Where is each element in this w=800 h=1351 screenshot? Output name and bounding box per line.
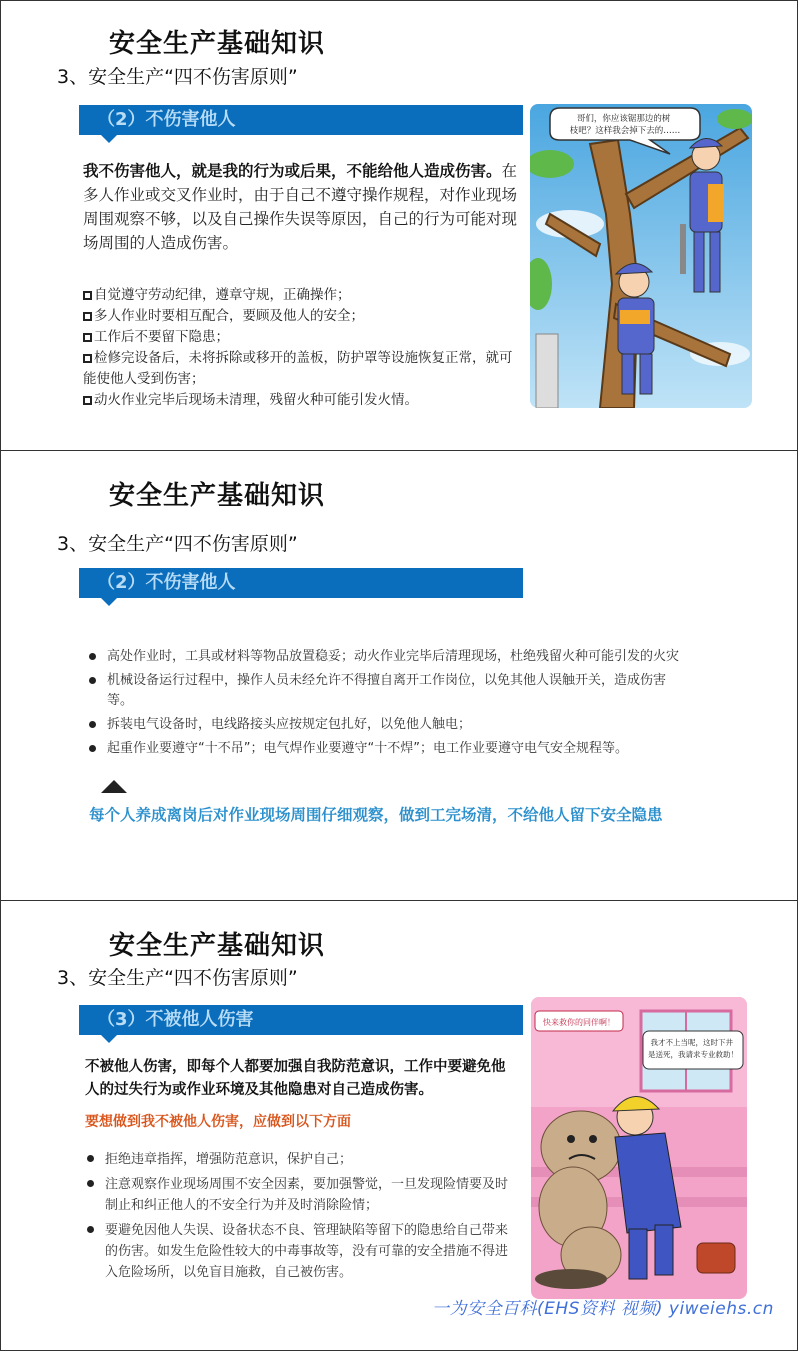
list-item: 拆装电气设备时，电线路接头应按规定包扎好，以免他人触电；	[87, 715, 687, 735]
slide-subtitle: 3、安全生产“四不伤害原则”	[57, 967, 298, 989]
band-notch	[101, 135, 117, 143]
band-notch	[101, 598, 117, 606]
bubble-main-text: 我才不上当呢，这时下井 是送死，我请求专业救助！	[648, 1038, 738, 1059]
intro-bold: 我不伤害他人，就是我的行为或后果，不能给他人造成伤害。	[83, 162, 502, 180]
intro-bold: 不被他人伤害，即每个人都要加强自我防范意识，工作中要避免他人的过失行为或作业环境及其他隐患对自己造成伤害。	[85, 1059, 506, 1098]
highlight-text: 每个人养成离岗后对作业现场周围仔细观察，做到工完场清，不给他人留下安全隐患	[89, 806, 663, 824]
bullet-list	[85, 1149, 519, 1287]
band-notch	[101, 1035, 117, 1043]
intro-rest: 在多人作业或交叉作业时，由于自己不遵守操作规程，对作业现场周围观察不够，以及自己操作失误等原因，自己的行为可能对现场周围的人造成伤害。	[83, 162, 518, 252]
slide-title: 安全生产基础知识	[109, 29, 326, 59]
bullet-icon	[89, 677, 96, 684]
bullet-icon	[89, 721, 96, 728]
list-item: 机械设备运行过程中，操作人员未经允许不得擅自离开工作岗位，以免其他人误触开关，造成伤害等。	[87, 671, 687, 711]
slide-2	[0, 450, 798, 901]
bullet-icon	[87, 1226, 94, 1233]
section-band: （2）不伤害他人	[79, 568, 523, 598]
bubble-top-text: 快来救你的同伴啊！	[543, 1018, 615, 1027]
checklist	[83, 285, 523, 411]
slide-1	[0, 0, 798, 451]
checkbox-icon	[83, 333, 92, 342]
gas-rescue-illustration	[531, 997, 747, 1299]
slide-title: 安全生产基础知识	[109, 931, 326, 961]
list-item: 要避免因他人失误、设备状态不良、管理缺陷等留下的隐患给自己带来的伤害。如发生危险性较大的中毒事故等，没有可靠的安全措施不得进入危险场所，以免盲目施救，自己被伤害。	[85, 1220, 519, 1283]
bullet-icon	[87, 1155, 94, 1162]
list-item: 起重作业要遵守“十不吊”；电气焊作业要遵守“十不焊”；电工作业要遵守电气安全规程等。	[87, 739, 687, 759]
tree-cartoon-icon	[530, 104, 752, 408]
intro-paragraph	[85, 1056, 515, 1102]
list-item: 自觉遵守劳动纪律，遵章守规，正确操作；	[83, 285, 523, 306]
list-item: 动火作业完毕后现场未清理，残留火种可能引发火情。	[83, 390, 523, 411]
watermark: 一为安全百科(EHS资料 视频) yiweiehs.cn	[432, 1299, 774, 1319]
section-band: （3）不被他人伤害	[79, 1005, 523, 1035]
slide-subtitle: 3、安全生产“四不伤害原则”	[57, 66, 298, 88]
bullet-icon	[89, 653, 96, 660]
list-item: 工作后不要留下隐患；	[83, 327, 523, 348]
orange-heading: 要想做到我不被他人伤害，应做到以下方面	[85, 1114, 351, 1130]
list-item: 注意观察作业现场周围不安全因素，要加强警觉，一旦发现险情要及时制止和纠正他人的不安全行为并及时消除险情；	[85, 1174, 519, 1216]
bubble-text: 哥们，你应该锯那边的树 枝吧？这样我会掉下去的……	[569, 114, 681, 136]
rescue-cartoon-icon	[531, 997, 747, 1299]
bullet-icon	[89, 745, 96, 752]
slide-3	[0, 900, 798, 1351]
tree-workers-illustration	[530, 104, 752, 408]
bullet-list	[87, 647, 687, 763]
triangle-icon	[101, 780, 127, 793]
checkbox-icon	[83, 354, 92, 363]
checkbox-icon	[83, 312, 92, 321]
checkbox-icon	[83, 291, 92, 300]
list-item: 多人作业时要相互配合，要顾及他人的安全；	[83, 306, 523, 327]
list-item: 检修完设备后，未将拆除或移开的盖板，防护罩等设施恢复正常，就可能使他人受到伤害；	[83, 350, 513, 387]
intro-paragraph	[83, 159, 523, 255]
list-item: 高处作业时，工具或材料等物品放置稳妥；动火作业完毕后清理现场，杜绝残留火种可能引发的火灾	[87, 647, 687, 667]
section-band: （2）不伤害他人	[79, 105, 523, 135]
bullet-icon	[87, 1180, 94, 1187]
slide-title: 安全生产基础知识	[109, 481, 326, 511]
checkbox-icon	[83, 396, 92, 405]
slide-subtitle: 3、安全生产“四不伤害原则”	[57, 533, 298, 555]
list-item: 拒绝违章指挥，增强防范意识，保护自己；	[85, 1149, 519, 1170]
